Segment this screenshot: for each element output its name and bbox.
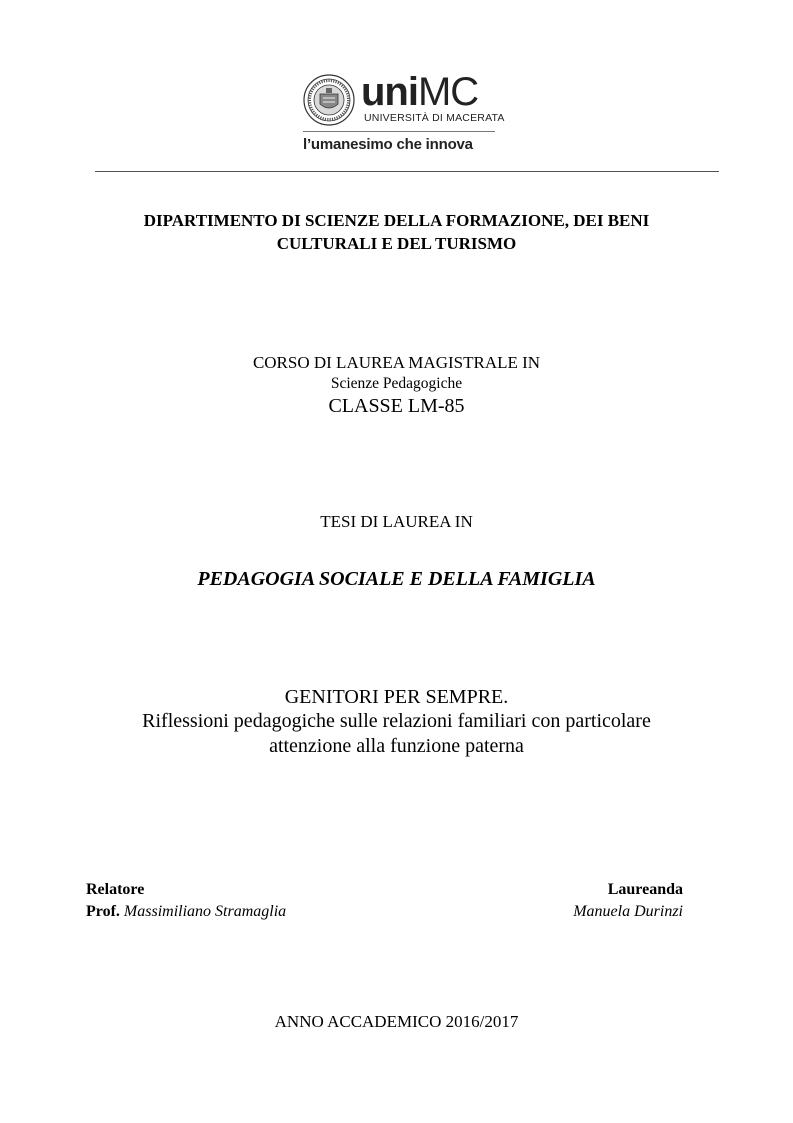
logo-divider xyxy=(303,131,495,132)
department-heading xyxy=(0,209,793,255)
relatore-prefix: Prof. xyxy=(86,903,120,920)
relatore-name: Massimiliano Stramaglia xyxy=(123,903,287,920)
academic-year: ANNO ACCADEMICO 2016/2017 xyxy=(274,1012,519,1031)
thesis-subject: PEDAGOGIA SOCIALE E DELLA FAMIGLIA xyxy=(197,568,596,590)
thesis-label: TESI DI LAUREA IN xyxy=(320,512,473,531)
brand-light: MC xyxy=(417,70,479,114)
thesis-title-line-2: Riflessioni pedagogiche sulle relazioni familiari con particolare xyxy=(142,710,651,732)
laureanda-name: Manuela Durinzi xyxy=(573,903,683,920)
department-line-1: DIPARTIMENTO DI SCIENZE DELLA FORMAZIONE, DEI BENI xyxy=(143,211,650,230)
university-tagline: l’umanesimo che innova xyxy=(303,136,473,153)
university-name: UNIVERSITÀ DI MACERATA xyxy=(364,112,505,124)
thesis-title-line-1: GENITORI PER SEMPRE. xyxy=(284,686,509,708)
relatore-label: Relatore xyxy=(86,881,145,898)
thesis-title-line-3: attenzione alla funzione paterna xyxy=(269,735,524,757)
laureanda-label: Laureanda xyxy=(607,881,683,898)
course-line-2: Scienze Pedagogiche xyxy=(330,375,463,392)
brand-wordmark xyxy=(361,72,478,112)
course-line-1: CORSO DI LAUREA MAGISTRALE IN xyxy=(252,353,541,372)
course-class: CLASSE LM-85 xyxy=(328,395,465,417)
header-divider xyxy=(95,171,719,172)
department-line-2: CULTURALI E DEL TURISMO xyxy=(276,234,517,253)
university-seal-logo xyxy=(303,74,355,126)
relatore-name-line xyxy=(86,903,286,921)
brand-bold: uni xyxy=(361,70,418,114)
